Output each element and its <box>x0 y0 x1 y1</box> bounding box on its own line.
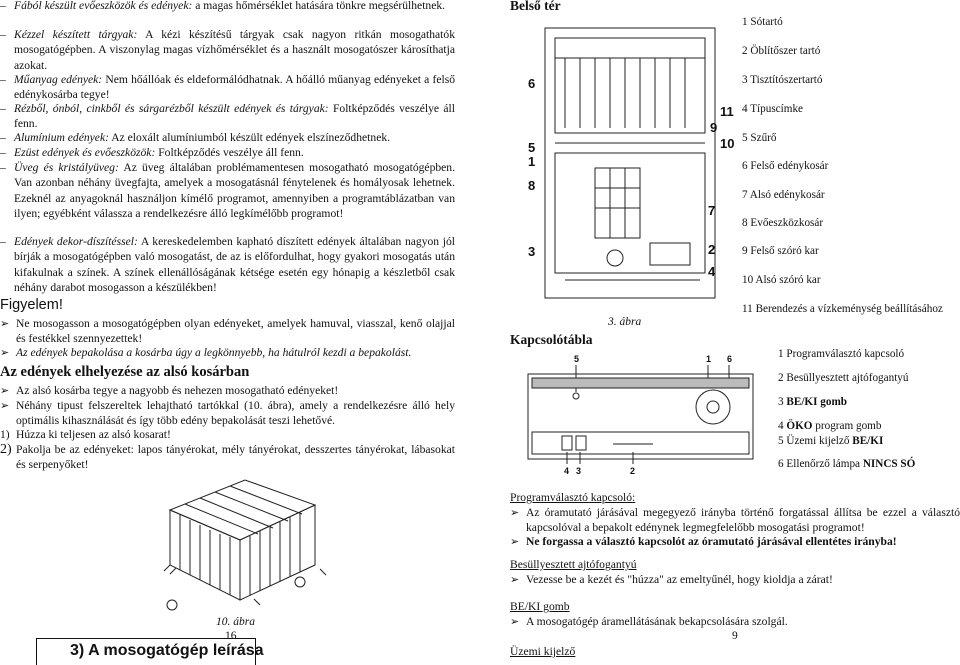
door-handle-title: Besüllyesztett ajtófogantyú <box>510 558 637 571</box>
interior-label-10: 10 <box>720 136 735 151</box>
figure-3-caption: 3. ábra <box>608 316 642 328</box>
item-wood: – Fából készült evőeszközök és edények: a magas hőmérséklet hatására tönkre megsérülhetnek. <box>0 0 455 13</box>
lower-basket-illustration <box>150 470 325 620</box>
item-silver: – Ezüst edények és evőeszközök: Foltképződés veszélye áll fenn. <box>0 145 455 160</box>
panel-label-2: 2 <box>630 466 636 476</box>
panel-legend-3: 3 BE/KI gomb <box>778 396 848 408</box>
interior-label-3: 3 <box>528 244 536 259</box>
program-selector-item-2: ➢ Ne forgassa a választó kapcsolót az óramutató járásával ellentétes irányba! <box>510 534 960 549</box>
interior-label-4: 4 <box>708 264 716 279</box>
legend-8: 8 Evőeszközkosár <box>742 217 824 229</box>
item-plastic: – Műanyag edények: Nem hőállóak és eldeformálódhatnak. A hőálló műanyag edényeket a felső edénykosárba tegye! <box>0 72 455 103</box>
section-title: 3) A mosogatógép leírása <box>70 642 264 659</box>
right-page <box>510 0 960 665</box>
left-page <box>0 0 470 665</box>
inner-title: Belső tér <box>510 0 561 13</box>
item-decor: – Edények dekor-díszítéssel: A kereskedelemben kapható díszített edények általában nagyon jól bírják a mosogatógépben való mosogatást, de az is előfordulhat, hogy gyakori mosogatás után kifakulnak a színek. A színek ellenállóságának kétsége esetén egy hónapig a készletből csak néhány darabot mosogasson a készülékben! <box>0 234 455 296</box>
panel-title: Kapcsolótábla <box>510 332 593 347</box>
panel-label-5: 5 <box>574 354 580 364</box>
legend-3: 3 Tisztítószertartó <box>742 74 823 86</box>
panel-label-1: 1 <box>706 354 712 364</box>
lower-item-1: ➢ Az alsó kosárba tegye a nagyobb és nehezen mosogatható edényeket! <box>0 383 455 398</box>
step-2: 2) Pakolja be az edényeket: lapos tányérokat, mély tányérokat, desszertes tányérokat, lábasokat és serpenyőket! <box>0 442 455 472</box>
warning-1: ➢ Ne mosogasson a mosogatógépben olyan edényeket, amelyek hamuval, viasszal, kenő olajjal és festékkel szennyezettek! <box>0 316 455 347</box>
panel-legend-1: 1 Programválasztó kapcsoló <box>778 348 905 360</box>
interior-label-7: 7 <box>708 203 716 218</box>
lower-item-2: ➢ Néhány tipust felszereltek lehajtható tartókkal (10. ábra), amely a rendelkezésre álló hely optimális kihasználását és így több edény bepakolását teszi lehetővé. <box>0 398 455 429</box>
legend-10: 10 Alsó szóró kar <box>742 274 821 286</box>
panel-label-3: 3 <box>576 466 582 476</box>
program-selector-item-1: ➢ Az óramutató járásával megegyező irányba történő forgatással állítsa be ezzel a választó kapcsolóval a bepakolt edénynek legmegfelelőbb mosogatási programot! <box>510 505 960 536</box>
indicator-title: Üzemi kijelző <box>510 645 576 658</box>
interior-label-11: 11 <box>720 104 734 119</box>
legend-1: 1 Sótartó <box>742 16 783 28</box>
legend-11: 11 Berendezés a vízkeménység beállításához <box>742 303 943 315</box>
control-panel-illustration <box>518 352 758 477</box>
item-copper: – Rézből, ónból, cinkből és sárgarézből készült edények és tárgyak: Foltképződés veszélye áll fenn. <box>0 101 455 132</box>
warning-title: Figyelem! <box>0 297 63 313</box>
door-handle-item: ➢ Vezesse be a kezét és "húzza" az emeltyűnél, hogy kioldja a zárat! <box>510 572 960 587</box>
panel-label-6: 6 <box>727 354 733 364</box>
legend-4: 4 Típuscímke <box>742 103 804 115</box>
right-page-number: 9 <box>732 630 738 642</box>
item-handmade: – Kézzel készített tárgyak: A kézi készítésű tárgyak csak nagyon ritkán mosogathatók mosogatógépben. A viszonylag magas vízhőmérséklet és a használt mosogatószer károsíthatja azokat. <box>0 27 455 73</box>
interior-label-1: 1 <box>528 154 536 169</box>
dishwasher-interior-illustration <box>528 18 735 303</box>
lower-basket-heading: Az edények elhelyezése az alsó kosárban <box>0 364 250 380</box>
warning-2: ➢ Az edények bepakolása a kosárba úgy a legkönnyebb, ha hátulról kezdi a bepakolást. <box>0 345 455 360</box>
figure-10-caption: 10. ábra <box>216 616 255 628</box>
item-aluminium: – Alumínium edények: Az eloxált alumíniumból készült edények elszíneződhetnek. <box>0 130 455 145</box>
legend-6: 6 Felső edénykosár <box>742 160 829 172</box>
step-1: 1) Húzza ki teljesen az alsó kosarat! <box>0 428 171 441</box>
interior-label-6: 6 <box>528 76 536 91</box>
interior-label-9: 9 <box>710 120 718 135</box>
program-selector-title: Programválasztó kapcsoló: <box>510 491 636 504</box>
panel-legend-6: 6 Ellenőrző lámpa NINCS SÓ <box>778 458 916 470</box>
interior-label-5: 5 <box>528 140 536 155</box>
panel-legend-2: 2 Besüllyesztett ajtófogantyú <box>778 372 909 384</box>
onoff-title: BE/KI gomb <box>510 600 570 613</box>
item-glass: – Üveg és kristályüveg: Az üveg általában problémamentesen mosogatható mosogatógépben. Van azonban néhány üvegfajta, amelyek a mosogatásnál fénytelenek és homályosak lehetnek. Ezeknél az anyagoknál használjon kímélő programot, amennyiben a programtáblázatban van ilyen; egyébként válassza a rendelkezésre álló legkímélőbb programot! <box>0 160 455 222</box>
left-page-number: 16 <box>225 630 237 642</box>
legend-2: 2 Öblítőszer tartó <box>742 45 821 57</box>
interior-label-2: 2 <box>708 242 716 257</box>
panel-legend-4: 4 ÖKO program gomb <box>778 420 882 432</box>
interior-label-8: 8 <box>528 178 536 193</box>
legend-7: 7 Alsó edénykosár <box>742 189 825 201</box>
panel-legend-5: 5 Üzemi kijelző BE/KI <box>778 435 884 447</box>
onoff-item: ➢ A mosogatógép áramellátásának bekapcsolására szolgál. <box>510 614 960 629</box>
legend-9: 9 Felső szóró kar <box>742 245 819 257</box>
panel-label-4: 4 <box>564 466 570 476</box>
legend-5: 5 Szűrő <box>742 132 777 144</box>
